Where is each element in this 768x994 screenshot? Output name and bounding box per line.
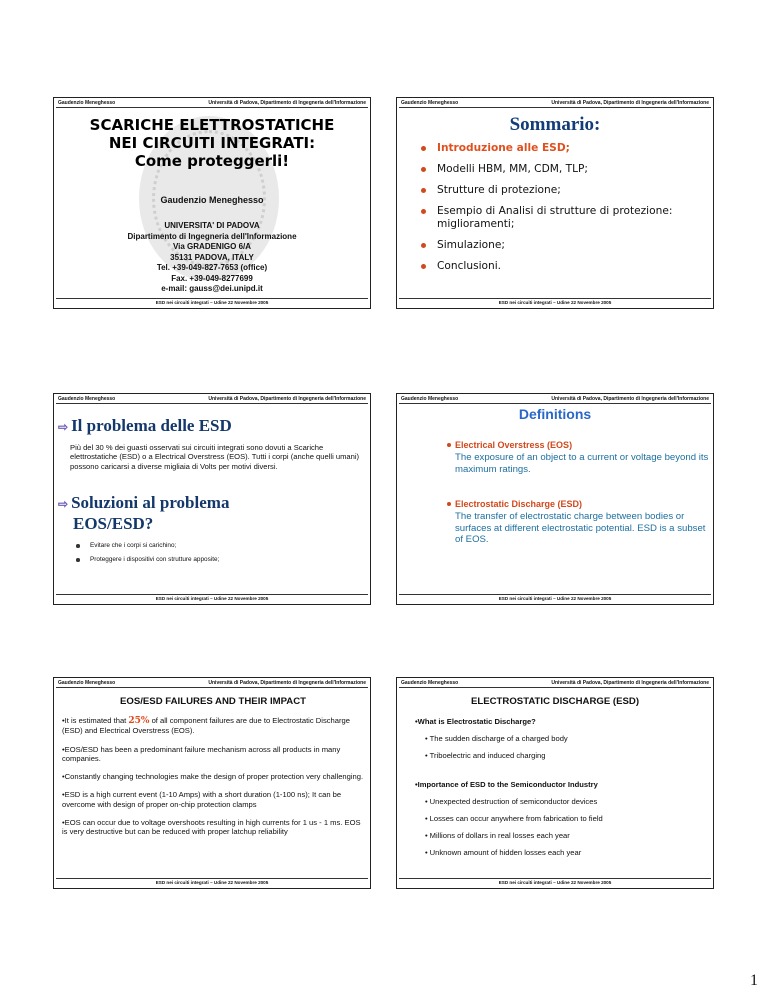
agenda-item-text: Simulazione; xyxy=(437,239,505,251)
bullet-icon xyxy=(76,544,80,548)
paragraph: •EOS can occur due to voltage overshoots resulting in high currents for 1 us - 1 ms. EOS is very destructive but can be reduced with proper latchup reliability xyxy=(62,818,361,837)
list-item-text: Unknown amount of hidden losses each year xyxy=(429,848,582,857)
agenda-item-text: Strutture di protezione; xyxy=(437,184,561,196)
bullet-icon xyxy=(421,243,426,248)
slide-header xyxy=(399,395,711,404)
heading-text: Il problema delle ESD xyxy=(71,416,232,435)
list-item xyxy=(76,542,360,550)
bullet-icon xyxy=(76,558,80,562)
bullet-icon xyxy=(421,209,426,214)
slide-footer: ESD nei circuiti integrati – Udine 22 Novembre 2005 xyxy=(56,878,368,887)
bullet-icon xyxy=(447,502,451,506)
list-item-text: Triboelectric and induced charging xyxy=(429,751,546,760)
term-text: Electrostatic Discharge (ESD) xyxy=(455,499,583,509)
slide-title: Sommario: xyxy=(509,114,601,135)
bullet-icon xyxy=(447,443,451,447)
slide-footer: ESD nei circuiti integrati – Udine 22 Novembre 2005 xyxy=(399,878,711,887)
agenda-item-text: Esempio di Analisi di strutture di protezione: miglioramenti; xyxy=(437,205,673,230)
header-institution: Università di Padova, Dipartimento di Ingegneria dell'Informazione xyxy=(208,680,366,686)
address-line: Via GRADENIGO 6/A xyxy=(172,242,252,251)
bullet-icon: • xyxy=(425,797,428,806)
intro-paragraph: Più del 30 % dei guasti osservati sui circuiti integrati sono dovuti a Scariche elettrostatiche (ESD) o a Electrical Overstress (EOS). Tutti i corpi (anche quelli umani) possono caricarsi a diverse migliaia di Volts per motivi diversi. xyxy=(70,443,360,471)
address-line: 35131 PADOVA, ITALY xyxy=(170,252,254,262)
list-item xyxy=(425,797,703,806)
slide-footer: ESD nei circuiti integrati – Udine 22 Novembre 2005 xyxy=(56,594,368,603)
list-item-text: Proteggere i dispositivi con strutture apposite; xyxy=(90,556,220,564)
list-item xyxy=(425,848,703,857)
header-author: Gaudenzio Meneghesso xyxy=(401,396,459,402)
bullet-icon xyxy=(421,146,426,151)
section-heading xyxy=(58,493,360,534)
address-line: UNIVERSITA' DI PADOVA xyxy=(164,221,260,230)
header-author: Gaudenzio Meneghesso xyxy=(401,100,459,106)
list-item-text: Unexpected destruction of semiconductor devices xyxy=(429,797,598,806)
agenda-item xyxy=(421,239,703,252)
header-author: Gaudenzio Meneghesso xyxy=(58,396,116,402)
slide-header xyxy=(56,99,368,108)
bullet-icon xyxy=(421,188,426,193)
slide-header xyxy=(399,679,711,688)
paragraph: •Constantly changing technologies make the design of proper protection very challenging. xyxy=(62,772,364,782)
percent-highlight: 25% xyxy=(128,716,150,726)
definition-item xyxy=(447,499,713,546)
address-line: Tel. +39-049-827-7653 (office) xyxy=(156,263,268,272)
header-author: Gaudenzio Meneghesso xyxy=(58,680,116,686)
presenter-name: Gaudenzio Meneghesso xyxy=(160,195,264,205)
header-institution: Università di Padova, Dipartimento di Ingegneria dell'Informazione xyxy=(208,396,366,402)
slide-title xyxy=(64,116,360,170)
arrow-right-icon: ⇨ xyxy=(58,420,69,435)
agenda-item-text: Introduzione alle ESD; xyxy=(437,142,570,154)
slide-footer: ESD nei circuiti integrati – Udine 22 Novembre 2005 xyxy=(399,594,711,603)
list-item xyxy=(425,734,703,743)
slide-title: ELECTROSTATIC DISCHARGE (ESD) xyxy=(470,696,640,707)
slide-header xyxy=(399,99,711,108)
list-item xyxy=(425,831,703,840)
title-line: Come proteggerli! xyxy=(134,152,290,170)
agenda-item-text: Modelli HBM, MM, CDM, TLP; xyxy=(437,163,588,175)
question-heading: •What is Electrostatic Discharge? xyxy=(415,717,536,726)
list-item-text: Millions of dollars in real losses each year xyxy=(429,831,570,840)
section-heading xyxy=(58,416,360,437)
slide-5 xyxy=(53,677,371,889)
bullet-icon: • xyxy=(425,814,428,823)
paragraph: •ESD is a high current event (1-10 Amps) with a short duration (1-100 ns); It can be overcome with design of proper on-chip protection clamps xyxy=(62,790,342,809)
term-text: Electrical Overstress (EOS) xyxy=(455,440,573,450)
slide-title: EOS/ESD FAILURES AND THEIR IMPACT xyxy=(119,696,307,707)
heading-text: EOS/ESD? xyxy=(73,514,154,534)
header-author: Gaudenzio Meneghesso xyxy=(58,100,116,106)
list-item xyxy=(76,556,360,564)
heading-text: Soluzioni al problema xyxy=(71,492,230,512)
paragraph xyxy=(62,716,364,736)
agenda-item-text: Conclusioni. xyxy=(437,260,502,272)
slide-footer: ESD nei circuiti integrati – Udine 22 Novembre 2005 xyxy=(56,298,368,307)
slide-3 xyxy=(53,393,371,605)
page-number: 1 xyxy=(750,972,758,989)
bullet-icon: • xyxy=(425,751,428,760)
list-item xyxy=(425,814,703,823)
header-institution: Università di Padova, Dipartimento di Ingegneria dell'Informazione xyxy=(551,100,709,106)
list-item xyxy=(425,751,703,760)
paragraph: •EOS/ESD has been a predominant failure mechanism across all products in many companies. xyxy=(62,744,341,763)
list-item-text: Losses can occur anywhere from fabrication to field xyxy=(429,814,603,823)
title-line: SCARICHE ELETTROSTATICHE xyxy=(89,116,335,134)
list-item-text: The sudden discharge of a charged body xyxy=(429,734,568,743)
slide-title: Definitions xyxy=(518,406,592,422)
arrow-right-icon: ⇨ xyxy=(58,497,69,512)
agenda-item xyxy=(421,142,703,155)
slide-4 xyxy=(396,393,714,605)
question-heading: •Importance of ESD to the Semiconductor Industry xyxy=(415,780,598,789)
bullet-icon: • xyxy=(425,734,428,743)
title-line: NEI CIRCUITI INTEGRATI: xyxy=(108,134,316,152)
bullet-icon xyxy=(421,264,426,269)
header-institution: Università di Padova, Dipartimento di Ingegneria dell'Informazione xyxy=(208,100,366,106)
definition-text: The exposure of an object to a current or voltage beyond its maximum ratings. xyxy=(455,452,709,475)
bullet-icon: • xyxy=(425,831,428,840)
header-author: Gaudenzio Meneghesso xyxy=(401,680,459,686)
paragraph-text: of all component failures are due to Electrostatic Discharge (ESD) and Electrical Overstress (EOS). xyxy=(62,716,350,736)
address-line: Dipartimento di Ingegneria dell'Informazione xyxy=(127,231,297,241)
definition-text: The transfer of electrostatic charge between bodies or surfaces at different electrostatic potential. ESD is a subset of EOS. xyxy=(455,511,706,545)
bullet-icon: • xyxy=(425,848,428,857)
solutions-list xyxy=(76,542,360,564)
address-block xyxy=(64,221,360,295)
slide-footer: ESD nei circuiti integrati – Udine 22 Novembre 2005 xyxy=(399,298,711,307)
slide-6 xyxy=(396,677,714,889)
agenda-item xyxy=(421,260,703,273)
bullet-icon xyxy=(421,167,426,172)
agenda-item xyxy=(421,205,703,231)
address-line: Fax. +39-049-8277699 xyxy=(171,273,253,283)
definition-term xyxy=(447,499,713,509)
email-line: e-mail: gauss@dei.unipd.it xyxy=(161,284,263,293)
slide-1 xyxy=(53,97,371,309)
definition-term xyxy=(447,440,713,450)
slide-2 xyxy=(396,97,714,309)
agenda-item xyxy=(421,184,703,197)
slide-header xyxy=(56,679,368,688)
agenda-list xyxy=(421,142,703,273)
definition-item xyxy=(447,440,713,475)
list-item-text: Evitare che i corpi si carichino; xyxy=(90,542,177,550)
header-institution: Università di Padova, Dipartimento di Ingegneria dell'Informazione xyxy=(551,396,709,402)
paragraph-text: •It is estimated that xyxy=(62,716,129,725)
header-institution: Università di Padova, Dipartimento di Ingegneria dell'Informazione xyxy=(551,680,709,686)
slide-header xyxy=(56,395,368,404)
agenda-item xyxy=(421,163,703,176)
